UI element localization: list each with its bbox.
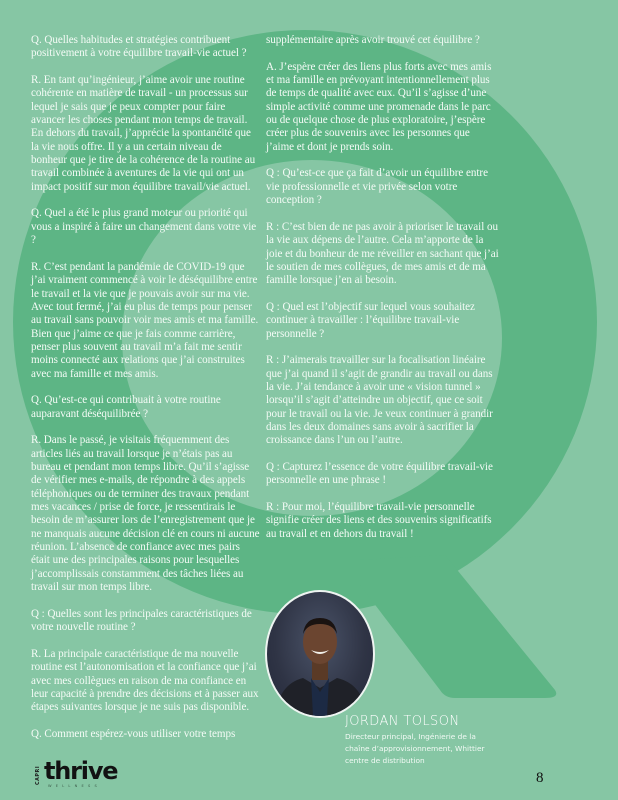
profile-caption [345,714,545,766]
question-7: Q : Quel est l’objectif sur lequel vous souhaitez continuer à travailler : l’équilibre travail-vie personnelle ? [266,300,475,340]
question-5-end: supplémentaire après avoir trouvé cet équilibre ? [266,34,480,46]
logo-wellness-text: WELLNESS [48,784,101,788]
question-3: Q. Qu’est-ce qui contribuait à votre routine auparavant déséquilibrée ? [31,394,221,420]
question-1: Q. Quelles habitudes et stratégies contribuent positivement à votre équilibre travail-vie actuel ? [31,34,247,60]
profile-portrait [265,590,375,716]
question-8: Q : Capturez l’essence de votre équilibre travail-vie personnelle en une phrase ! [266,461,493,487]
answer-1: R. En tant qu’ingénieur, j’aime avoir une routine cohérente en matière de travail - un processus sur lequel je sais que je peux compter pour faire avancer les choses pendant mon temps de travail. En dehors du travail, j’apprécie la spontanéité que la vie nous offre. Il y a un certain niveau de bonheur que je tire de la cohérence de la routine au travail combinée à aventures de la vie qui ont un impact positif sur mon équilibre travail/vie actuel. [31,74,256,193]
logo-thrive-text: thrive [44,757,118,785]
answer-3: R. Dans le passé, je visitais fréquemment des articles liés au travail lorsque je n’étais pas au bureau et pendant mon temps libre. Qu’il s’agisse de vérifier mes e-mails, de répondre à des appels téléphoniques ou de terminer des travaux pendant mes vacances / prise de force, je ressentirais le besoin de m’assurer lors de l’enregistrement que je ne manquais aucune décision clé en cours ni aucune réunion. L’absence de confiance avec mes pairs était une des principales raisons pour lesquelles j’accomplissais constamment des tâches liées au travail sur mon temps libre. [31,434,260,594]
left-column [31,34,260,755]
answer-6: R : C’est bien de ne pas avoir à prioriser le travail ou la vie aux dépens de l’autre. Cela m’apporte de la joie et du bonheur de me réveiller en sachant que j’ai le soutien de mes collègues, de mes amis et de ma famille lorsque j’en ai besoin. [266,220,499,287]
answer-5: A. J’espère créer des liens plus forts avec mes amis et ma famille en prévoyant intentionnellement plus de temps de qualité avec eux. Qu’il s’agisse d’une simple activité comme une promenade dans le parc ou de quelque chose de plus exploratoire, j’espère créer plus de souvenirs avec les personnes que j’aime et dont je prends soin. [266,60,492,153]
profile-name: JORDAN TOLSON [345,714,460,729]
answer-4: R. La principale caractéristique de ma nouvelle routine est l’autonomisation et la confiance que j’ai avec mes collègues en raison de ma confiance en leur capacité à prendre des décisions et à passer aux étapes suivantes lorsque je ne suis pas disponible. [31,647,259,714]
logo-capri-text: CAPRI [36,765,41,785]
answer-8: R : Pour moi, l’équilibre travail-vie personnelle signifie créer des liens et des souvenirs significatifs au travail et en dehors du travail ! [266,501,492,540]
profile-role: Directeur principal, Ingénierie de la chaîne d’approvisionnement, Whittier centre de distribution [345,732,485,765]
question-6: Q : Qu’est-ce que ça fait d’avoir un équilibre entre vie professionnelle et vie privée selon votre conception ? [266,167,488,207]
page-number: 8 [536,770,544,786]
question-5-start: Q. Comment espérez-vous utiliser votre temps [31,727,236,740]
right-column [266,34,500,554]
question-2: Q. Quel a été le plus grand moteur ou priorité qui vous a inspiré à faire un changement dans votre vie ? [31,207,257,247]
answer-2: R. C’est pendant la pandémie de COVID-19 que j’ai vraiment commencé à voir le déséquilibre entre le travail et la vie que je pouvais avoir sur ma vie. Avec tout fermé, j’ai eu plus de temps pour penser au travail sans pouvoir voir mes amis et ma famille. Bien que j’aime ce que je fais comme carrière, penser plus souvent au travail m’a fait me sentir moins connecté aux relations que j’ai construites avec ma famille et mes amis. [31,260,259,380]
portrait-photo-icon [265,590,375,718]
answer-7: R : J’aimerais travailler sur la focalisation linéaire que j’ai quand il s’agit de grandir au travail ou dans la vie. J’ai tendance à avoir une « vision tunnel » lorsqu’il s’agit d’atteindre un objectif, que ce soit pour le travail ou la vie. Je veux continuer à grandir dans les deux domaines sans avoir à sacrifier la croissance dans l’un ou l’autre. [266,354,493,447]
question-4: Q : Quelles sont les principales caractéristiques de votre nouvelle routine ? [31,607,252,634]
